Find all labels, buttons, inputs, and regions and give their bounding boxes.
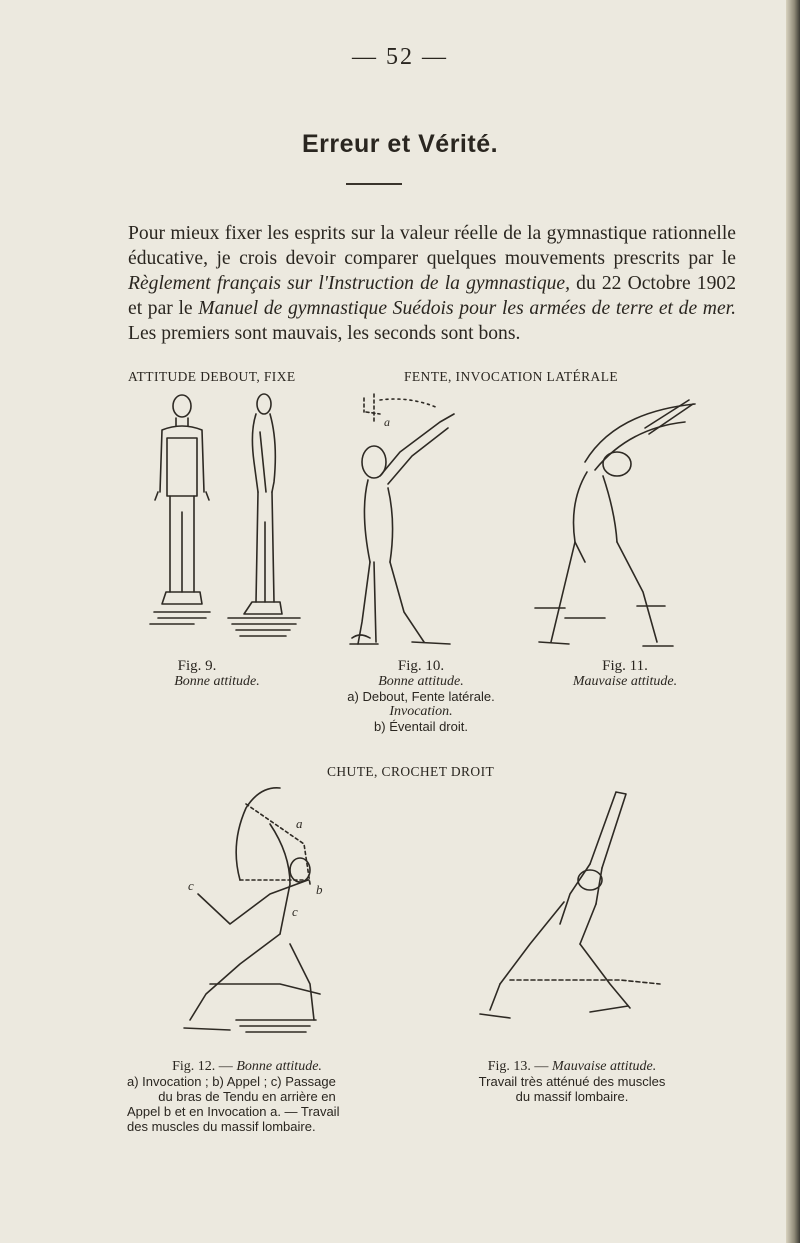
figure-12-illustration <box>170 784 340 1044</box>
fig-12-line-4: des muscles du massif lombaire. <box>127 1119 316 1134</box>
intro-text-3: Les premiers sont mauvais, les seconds sont bons. <box>128 323 521 344</box>
figure-13-illustration <box>470 784 670 1046</box>
intro-text-1: Pour mieux fixer les esprits sur la valeur réelle de la gymnastique rationnelle éducative, je crois devoir comparer quelques mouvements prescrits par le <box>128 223 736 269</box>
heading-chute: CHUTE, CROCHET DROIT <box>327 764 495 779</box>
intro-text-2: du 22 Octobre 1902 et par le <box>128 273 736 319</box>
fig-10-number: Fig. 10. <box>397 658 445 674</box>
caption-fig-9 <box>142 659 292 689</box>
figure-11-illustration <box>525 392 715 654</box>
fig-12-number: Fig. 12. — <box>172 1059 233 1074</box>
fig-12-line-2: du bras de Tendu en arrière en <box>158 1089 336 1104</box>
fig-11-number: Fig. 11. <box>602 658 648 674</box>
fig-12-letter-c-right: c <box>292 904 298 919</box>
fig-10-line-a2: Invocation. <box>389 704 453 719</box>
fig-10-text: Bonne attitude. <box>378 674 464 689</box>
heading-attitude: ATTITUDE DEBOUT, FIXE <box>128 369 296 384</box>
figure-10-illustration <box>340 392 500 654</box>
fig-12-line-1: a) Invocation ; b) Appel ; c) Passage <box>127 1074 336 1089</box>
page-title: Erreur et Vérité. <box>301 130 499 158</box>
fig-9-number: Fig. 9. <box>177 658 217 674</box>
page-number: — 52 — <box>352 44 448 70</box>
fig-10-line-a: a) Debout, Fente latérale. <box>347 689 495 704</box>
fig-12-letter-c-left: c <box>188 878 194 893</box>
caption-fig-13 <box>452 1058 692 1104</box>
intro-ref-manuel: Manuel de gymnastique Suédois pour les armées de terre et de mer. <box>198 298 736 319</box>
fig-11-text: Mauvaise attitude. <box>572 674 678 689</box>
fig-9-text: Bonne attitude. <box>174 674 260 689</box>
fig-13-number: Fig. 13. — <box>487 1059 549 1074</box>
fig-12-line-3: Appel b et en Invocation a. — Travail <box>127 1104 340 1119</box>
fig-10-letter-a: a <box>384 415 390 429</box>
title-rule <box>346 183 402 185</box>
page-edge <box>786 0 800 1243</box>
fig-13-line-2: du massif lombaire. <box>515 1089 629 1104</box>
fig-12-letter-b: b <box>316 882 323 897</box>
figure-9-illustration <box>140 392 310 647</box>
fig-12-text: Bonne attitude. <box>236 1059 322 1074</box>
fig-12-letter-a: a <box>296 816 303 831</box>
caption-fig-10 <box>306 659 536 734</box>
fig-13-text: Mauvaise attitude. <box>552 1059 657 1074</box>
fig-13-line-1: Travail très atténué des muscles <box>478 1074 666 1089</box>
intro-ref-reglement: Règlement français sur l'Instruction de la gymnastique, <box>128 273 571 294</box>
fig-10-line-b: b) Éventail droit. <box>374 719 468 734</box>
caption-fig-11 <box>560 659 690 689</box>
heading-fente: FENTE, INVOCATION LATÉRALE <box>404 369 619 384</box>
caption-fig-12 <box>127 1058 367 1134</box>
intro-paragraph <box>128 221 736 346</box>
